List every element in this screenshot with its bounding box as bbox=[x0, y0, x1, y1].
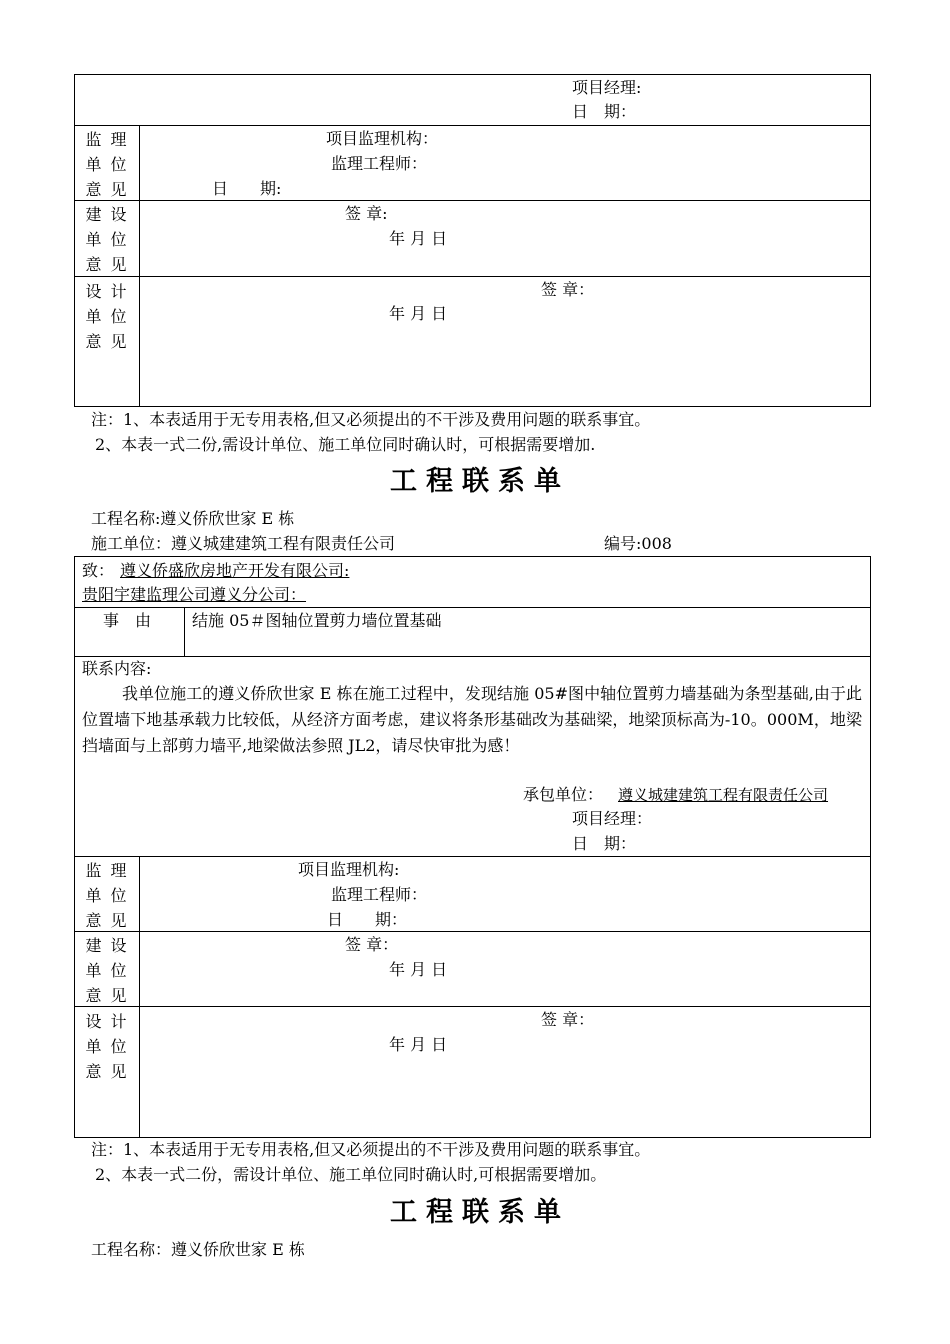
recipient-developer: 遵义侨盛欣房地产开发有限公司: bbox=[120, 561, 350, 580]
note-1: 注：1、本表适用于无专用表格,但又必须提出的不干涉及费用问题的联系事宜。 bbox=[91, 1140, 651, 1159]
subject-column-line bbox=[184, 607, 185, 656]
supervision-engineer-label: 监理工程师： bbox=[331, 154, 428, 173]
second-form-divider bbox=[74, 656, 871, 657]
design-seal-label: 签 章： bbox=[541, 280, 595, 299]
content-text: 我单位施工的遵义侨欣世家 E 栋在施工过程中，发现结施 05#图中轴位置剪力墙基础为条型基础,由于此位置墙下地基承载力比较低，从经济方面考虑，建议将条形基础改为基础梁，地梁顶标高为-10。000M，地梁挡墙面与上部剪力墙平,地梁做法参照 JL2，请尽快审批为感！ bbox=[82, 684, 862, 755]
second-form-divider bbox=[74, 856, 871, 857]
date-label: 日 期： bbox=[572, 102, 637, 121]
design-date: 年 月 日 bbox=[389, 304, 448, 323]
supervision-date-label: 日 期： bbox=[327, 910, 408, 929]
subject-label: 事 由 bbox=[103, 611, 152, 630]
note-2: 2、本表一式二份,需设计单位、施工单位同时确认时，可根据需要增加. bbox=[95, 435, 596, 454]
subject-value: 结施 05＃图轴位置剪力墙位置基础 bbox=[192, 611, 442, 630]
top-form-divider bbox=[74, 125, 871, 126]
project-manager-label: 项目经理： bbox=[572, 809, 653, 828]
contract-unit-value: 遵义城建建筑工程有限责任公司 bbox=[618, 786, 829, 804]
construction-unit-label: 建 设 单 位 意 见 bbox=[85, 205, 129, 274]
design-unit-label: 设 计 单 位 意 见 bbox=[85, 282, 129, 351]
project-name: 工程名称:遵义侨欣世家 E 栋 bbox=[91, 509, 295, 528]
contractor-line: 施工单位：遵义城建建筑工程有限责任公司 bbox=[91, 534, 396, 553]
content-label: 联系内容: bbox=[82, 659, 152, 678]
supervision-org-label: 项目监理机构: bbox=[298, 860, 400, 879]
second-form-divider bbox=[74, 607, 871, 608]
date-label: 日 期： bbox=[572, 834, 637, 853]
second-form-divider bbox=[74, 931, 871, 932]
serial-number: 编号:008 bbox=[604, 534, 672, 553]
top-form-divider bbox=[74, 276, 871, 277]
form-title: 工程联系单 bbox=[390, 1197, 570, 1228]
second-form-table bbox=[74, 556, 871, 1138]
note-2: 2、本表一式二份，需设计单位、施工单位同时确认时,可根据需要增加。 bbox=[95, 1165, 607, 1184]
recipient-prefix: 致： bbox=[82, 561, 115, 580]
recipient-supervisor: 贵阳宇建监理公司遵义分公司： bbox=[82, 585, 307, 604]
design-date: 年 月 日 bbox=[389, 1035, 448, 1054]
top-form-divider bbox=[74, 200, 871, 201]
second-form-divider bbox=[74, 1006, 871, 1007]
top-form-table bbox=[74, 74, 871, 407]
supervision-unit-label: 监 理 单 位 意 见 bbox=[85, 130, 129, 199]
note-1: 注：1、本表适用于无专用表格,但又必须提出的不干涉及费用问题的联系事宜。 bbox=[91, 410, 651, 429]
construction-unit-label: 建 设 单 位 意 见 bbox=[85, 936, 129, 1005]
contract-unit-label: 承包单位： bbox=[523, 785, 604, 804]
form-title: 工程联系单 bbox=[390, 466, 570, 497]
design-unit-label: 设 计 单 位 意 见 bbox=[85, 1012, 129, 1081]
supervision-date-label: 日 期: bbox=[212, 179, 282, 198]
project-manager-label: 项目经理: bbox=[572, 78, 642, 97]
construction-seal-label: 签 章： bbox=[345, 935, 399, 954]
construction-date: 年 月 日 bbox=[389, 960, 448, 979]
project-name: 工程名称：遵义侨欣世家 E 栋 bbox=[91, 1240, 305, 1259]
top-form-label-column-line bbox=[139, 125, 140, 407]
second-form-label-column-line bbox=[139, 856, 140, 1138]
construction-date: 年 月 日 bbox=[389, 229, 448, 248]
supervision-unit-label: 监 理 单 位 意 见 bbox=[85, 861, 129, 930]
design-seal-label: 签 章： bbox=[541, 1010, 595, 1029]
construction-seal-label: 签 章: bbox=[345, 204, 388, 223]
supervision-org-label: 项目监理机构： bbox=[326, 129, 439, 148]
supervision-engineer-label: 监理工程师： bbox=[331, 885, 428, 904]
